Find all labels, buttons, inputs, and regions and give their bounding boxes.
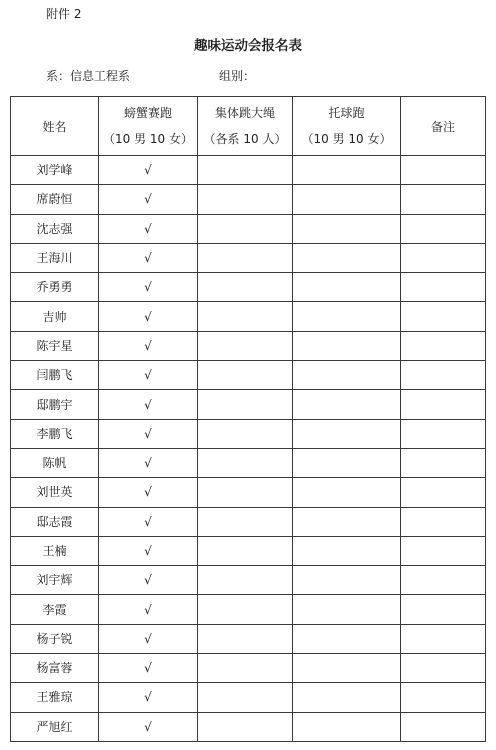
crab-race-cell: √ (99, 566, 198, 595)
jump-rope-cell (198, 712, 293, 741)
table-row (11, 683, 486, 712)
remarks-cell (401, 566, 486, 595)
crab-race-cell: √ (99, 419, 198, 448)
table-row (11, 536, 486, 565)
jump-rope-cell (198, 185, 293, 214)
participant-name-cell: 沈志强 (11, 214, 99, 243)
remarks-cell (401, 478, 486, 507)
column-header-quota: （10 男 10 女） (301, 132, 392, 146)
participant-name-cell: 王雅琼 (11, 683, 99, 712)
table-row (11, 507, 486, 536)
jump-rope-cell (198, 302, 293, 331)
table-row (11, 302, 486, 331)
jump-rope-cell (198, 390, 293, 419)
attachment-label: 附件 2 (46, 7, 82, 21)
jump-rope-cell (198, 536, 293, 565)
ball-run-cell (293, 478, 401, 507)
department-label: 系：信息工程系 (46, 69, 131, 83)
ball-run-cell (293, 595, 401, 624)
crab-race-cell: √ (99, 361, 198, 390)
table-row (11, 390, 486, 419)
ball-run-cell (293, 683, 401, 712)
jump-rope-cell (198, 595, 293, 624)
remarks-cell (401, 624, 486, 653)
participant-name-cell: 陈帆 (11, 448, 99, 477)
participant-name-cell: 严旭红 (11, 712, 99, 741)
crab-race-cell: √ (99, 331, 198, 360)
remarks-cell (401, 331, 486, 360)
remarks-cell (401, 683, 486, 712)
remarks-cell (401, 419, 486, 448)
jump-rope-cell (198, 683, 293, 712)
crab-race-cell: √ (99, 156, 198, 185)
ball-run-cell (293, 507, 401, 536)
jump-rope-cell (198, 419, 293, 448)
table-row (11, 214, 486, 243)
participant-name-cell: 刘宇辉 (11, 566, 99, 595)
remarks-cell (401, 507, 486, 536)
crab-race-cell: √ (99, 214, 198, 243)
jump-rope-cell (198, 156, 293, 185)
signup-table (10, 96, 486, 742)
table-row (11, 185, 486, 214)
remarks-cell (401, 243, 486, 272)
column-header-remarks (401, 97, 486, 156)
crab-race-cell: √ (99, 273, 198, 302)
participant-name-cell: 刘世英 (11, 478, 99, 507)
ball-run-cell (293, 390, 401, 419)
ball-run-cell (293, 712, 401, 741)
jump-rope-cell (198, 273, 293, 302)
column-header-jump-rope (198, 97, 293, 156)
remarks-cell (401, 654, 486, 683)
ball-run-cell (293, 624, 401, 653)
crab-race-cell: √ (99, 654, 198, 683)
crab-race-cell: √ (99, 507, 198, 536)
column-header-label: 螃蟹赛跑 (123, 106, 172, 120)
table-row (11, 712, 486, 741)
participant-name-cell: 王楠 (11, 536, 99, 565)
jump-rope-cell (198, 566, 293, 595)
ball-run-cell (293, 536, 401, 565)
ball-run-cell (293, 273, 401, 302)
remarks-cell (401, 302, 486, 331)
remarks-cell (401, 156, 486, 185)
table-row (11, 478, 486, 507)
ball-run-cell (293, 419, 401, 448)
participant-name-cell: 王海川 (11, 243, 99, 272)
jump-rope-cell (198, 243, 293, 272)
ball-run-cell (293, 243, 401, 272)
table-row (11, 331, 486, 360)
ball-run-cell (293, 448, 401, 477)
participant-name-cell: 杨子锐 (11, 624, 99, 653)
crab-race-cell: √ (99, 390, 198, 419)
jump-rope-cell (198, 478, 293, 507)
crab-race-cell: √ (99, 185, 198, 214)
table-row (11, 273, 486, 302)
crab-race-cell: √ (99, 536, 198, 565)
group-label: 组别： (219, 69, 256, 83)
remarks-cell (401, 712, 486, 741)
ball-run-cell (293, 156, 401, 185)
column-header-ball-run (293, 97, 401, 156)
participant-name-cell: 吉帅 (11, 302, 99, 331)
column-header-label: 备注 (430, 119, 455, 134)
participant-name-cell: 乔勇勇 (11, 273, 99, 302)
crab-race-cell: √ (99, 624, 198, 653)
jump-rope-cell (198, 624, 293, 653)
participant-name-cell: 闫鹏飞 (11, 361, 99, 390)
jump-rope-cell (198, 331, 293, 360)
remarks-cell (401, 214, 486, 243)
participant-name-cell: 李霞 (11, 595, 99, 624)
remarks-cell (401, 390, 486, 419)
participant-name-cell: 邸志霞 (11, 507, 99, 536)
participant-name-cell: 李鹏飞 (11, 419, 99, 448)
jump-rope-cell (198, 448, 293, 477)
table-row (11, 448, 486, 477)
column-header-quota: （各系 10 人） (203, 132, 287, 146)
crab-race-cell: √ (99, 448, 198, 477)
participant-name-cell: 邸鹏宇 (11, 390, 99, 419)
crab-race-cell: √ (99, 478, 198, 507)
ball-run-cell (293, 302, 401, 331)
column-header-crab-race (99, 97, 198, 156)
crab-race-cell: √ (99, 712, 198, 741)
table-row (11, 624, 486, 653)
crab-race-cell: √ (99, 595, 198, 624)
ball-run-cell (293, 361, 401, 390)
table-header-row (11, 97, 486, 156)
remarks-cell (401, 361, 486, 390)
remarks-cell (401, 448, 486, 477)
jump-rope-cell (198, 507, 293, 536)
ball-run-cell (293, 331, 401, 360)
participant-name-cell: 陈宇星 (11, 331, 99, 360)
remarks-cell (401, 536, 486, 565)
crab-race-cell: √ (99, 243, 198, 272)
table-row (11, 419, 486, 448)
crab-race-cell: √ (99, 302, 198, 331)
table-row (11, 654, 486, 683)
table-row (11, 361, 486, 390)
jump-rope-cell (198, 214, 293, 243)
column-header-quota: （10 男 10 女） (103, 132, 193, 146)
column-header-label: 姓名 (42, 119, 67, 134)
remarks-cell (401, 595, 486, 624)
participant-name-cell: 杨富蓉 (11, 654, 99, 683)
ball-run-cell (293, 654, 401, 683)
participant-name-cell: 刘学峰 (11, 156, 99, 185)
ball-run-cell (293, 185, 401, 214)
table-row (11, 595, 486, 624)
table-body (11, 156, 486, 742)
page-title: 趣味运动会报名表 (194, 38, 302, 54)
participant-name-cell: 席蔚恒 (11, 185, 99, 214)
ball-run-cell (293, 566, 401, 595)
column-header-label: 集体跳大绳 (214, 106, 275, 120)
table-row (11, 156, 486, 185)
table-row (11, 566, 486, 595)
table-row (11, 243, 486, 272)
jump-rope-cell (198, 361, 293, 390)
jump-rope-cell (198, 654, 293, 683)
column-header-name (11, 97, 99, 156)
remarks-cell (401, 185, 486, 214)
ball-run-cell (293, 214, 401, 243)
crab-race-cell: √ (99, 683, 198, 712)
remarks-cell (401, 273, 486, 302)
column-header-label: 托球跑 (328, 106, 365, 120)
